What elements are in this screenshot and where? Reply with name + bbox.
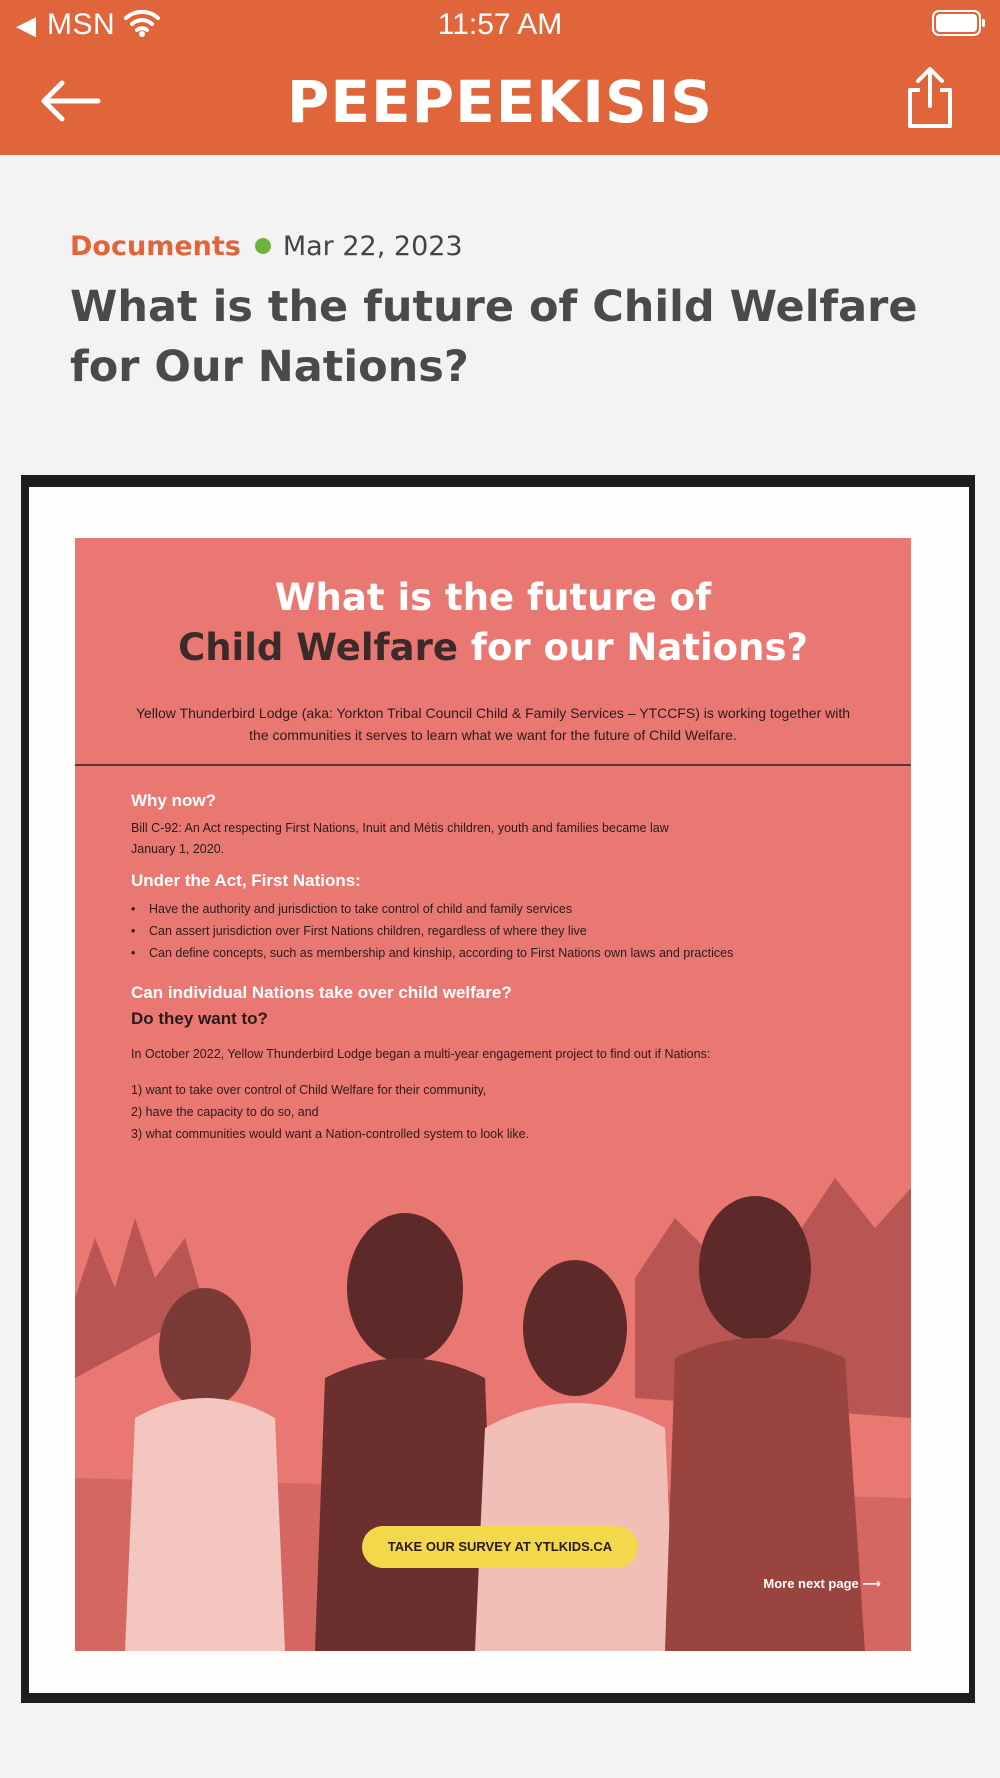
- share-icon[interactable]: [904, 66, 956, 130]
- under-act-heading: Under the Act, First Nations:: [131, 871, 361, 890]
- separator-dot: [255, 238, 271, 254]
- list-item: • Have the authority and jurisdiction to take control of child and family services: [131, 898, 871, 920]
- carrier-label: MSN: [47, 8, 116, 41]
- more-next-page: More next page ⟶: [763, 1576, 881, 1591]
- survey-banner: TAKE OUR SURVEY AT YTLKIDS.CA: [362, 1526, 638, 1568]
- poster-intro: Yellow Thunderbird Lodge (aka: Yorkton Tribal Council Child & Family Services – YTCCFS) is working together with the communities it serves to learn what we want for the future of Child Welfare.: [135, 705, 851, 743]
- list-item: • Can define concepts, such as membership and kinship, according to First Nations own laws and practices: [131, 942, 871, 964]
- battery-icon: [932, 10, 986, 36]
- engagement-item: 1) want to take over control of Child Welfare for their community,: [131, 1083, 487, 1097]
- poster-divider: [75, 764, 911, 766]
- poster-title-line2: [75, 624, 911, 672]
- engagement-item: 3) what communities would want a Nation-controlled system to look like.: [131, 1127, 530, 1141]
- under-act-list: [131, 898, 871, 964]
- status-bar: [0, 0, 1000, 50]
- poster-title-line1: What is the future of: [274, 576, 712, 619]
- poster: [75, 538, 911, 1651]
- why-now-text: Bill C-92: An Act respecting First Nations, Inuit and Métis children, youth and families became law January 1, 2020.: [131, 821, 669, 856]
- article-meta: [70, 228, 463, 264]
- engagement-item: 2) have the capacity to do so, and: [131, 1105, 319, 1119]
- poster-title-dark: Child Welfare: [178, 626, 458, 669]
- status-time: 11:57 AM: [437, 8, 563, 41]
- app-title: PEEPEEKISIS: [286, 68, 714, 136]
- article-date: Mar 22, 2023: [282, 230, 463, 262]
- document-page: [29, 487, 969, 1693]
- question-heading: Can individual Nations take over child welfare?: [131, 983, 512, 1002]
- question-subheading: Do they want to?: [131, 1009, 268, 1028]
- why-now-heading: Why now?: [131, 791, 216, 810]
- document-image[interactable]: [21, 475, 975, 1703]
- nav-bar: [0, 50, 1000, 155]
- list-item: • Can assert jurisdiction over First Nations children, regardless of where they live: [131, 920, 871, 942]
- back-to-app-icon[interactable]: ◀: [16, 10, 36, 40]
- poster-title-light: for our Nations?: [457, 626, 808, 669]
- category-link[interactable]: Documents: [70, 230, 241, 262]
- article-title: What is the future of Child Welfare for Our Nations?: [70, 282, 918, 392]
- engagement-text: In October 2022, Yellow Thunderbird Lodge began a multi-year engagement project to find out if Nations:: [131, 1047, 711, 1061]
